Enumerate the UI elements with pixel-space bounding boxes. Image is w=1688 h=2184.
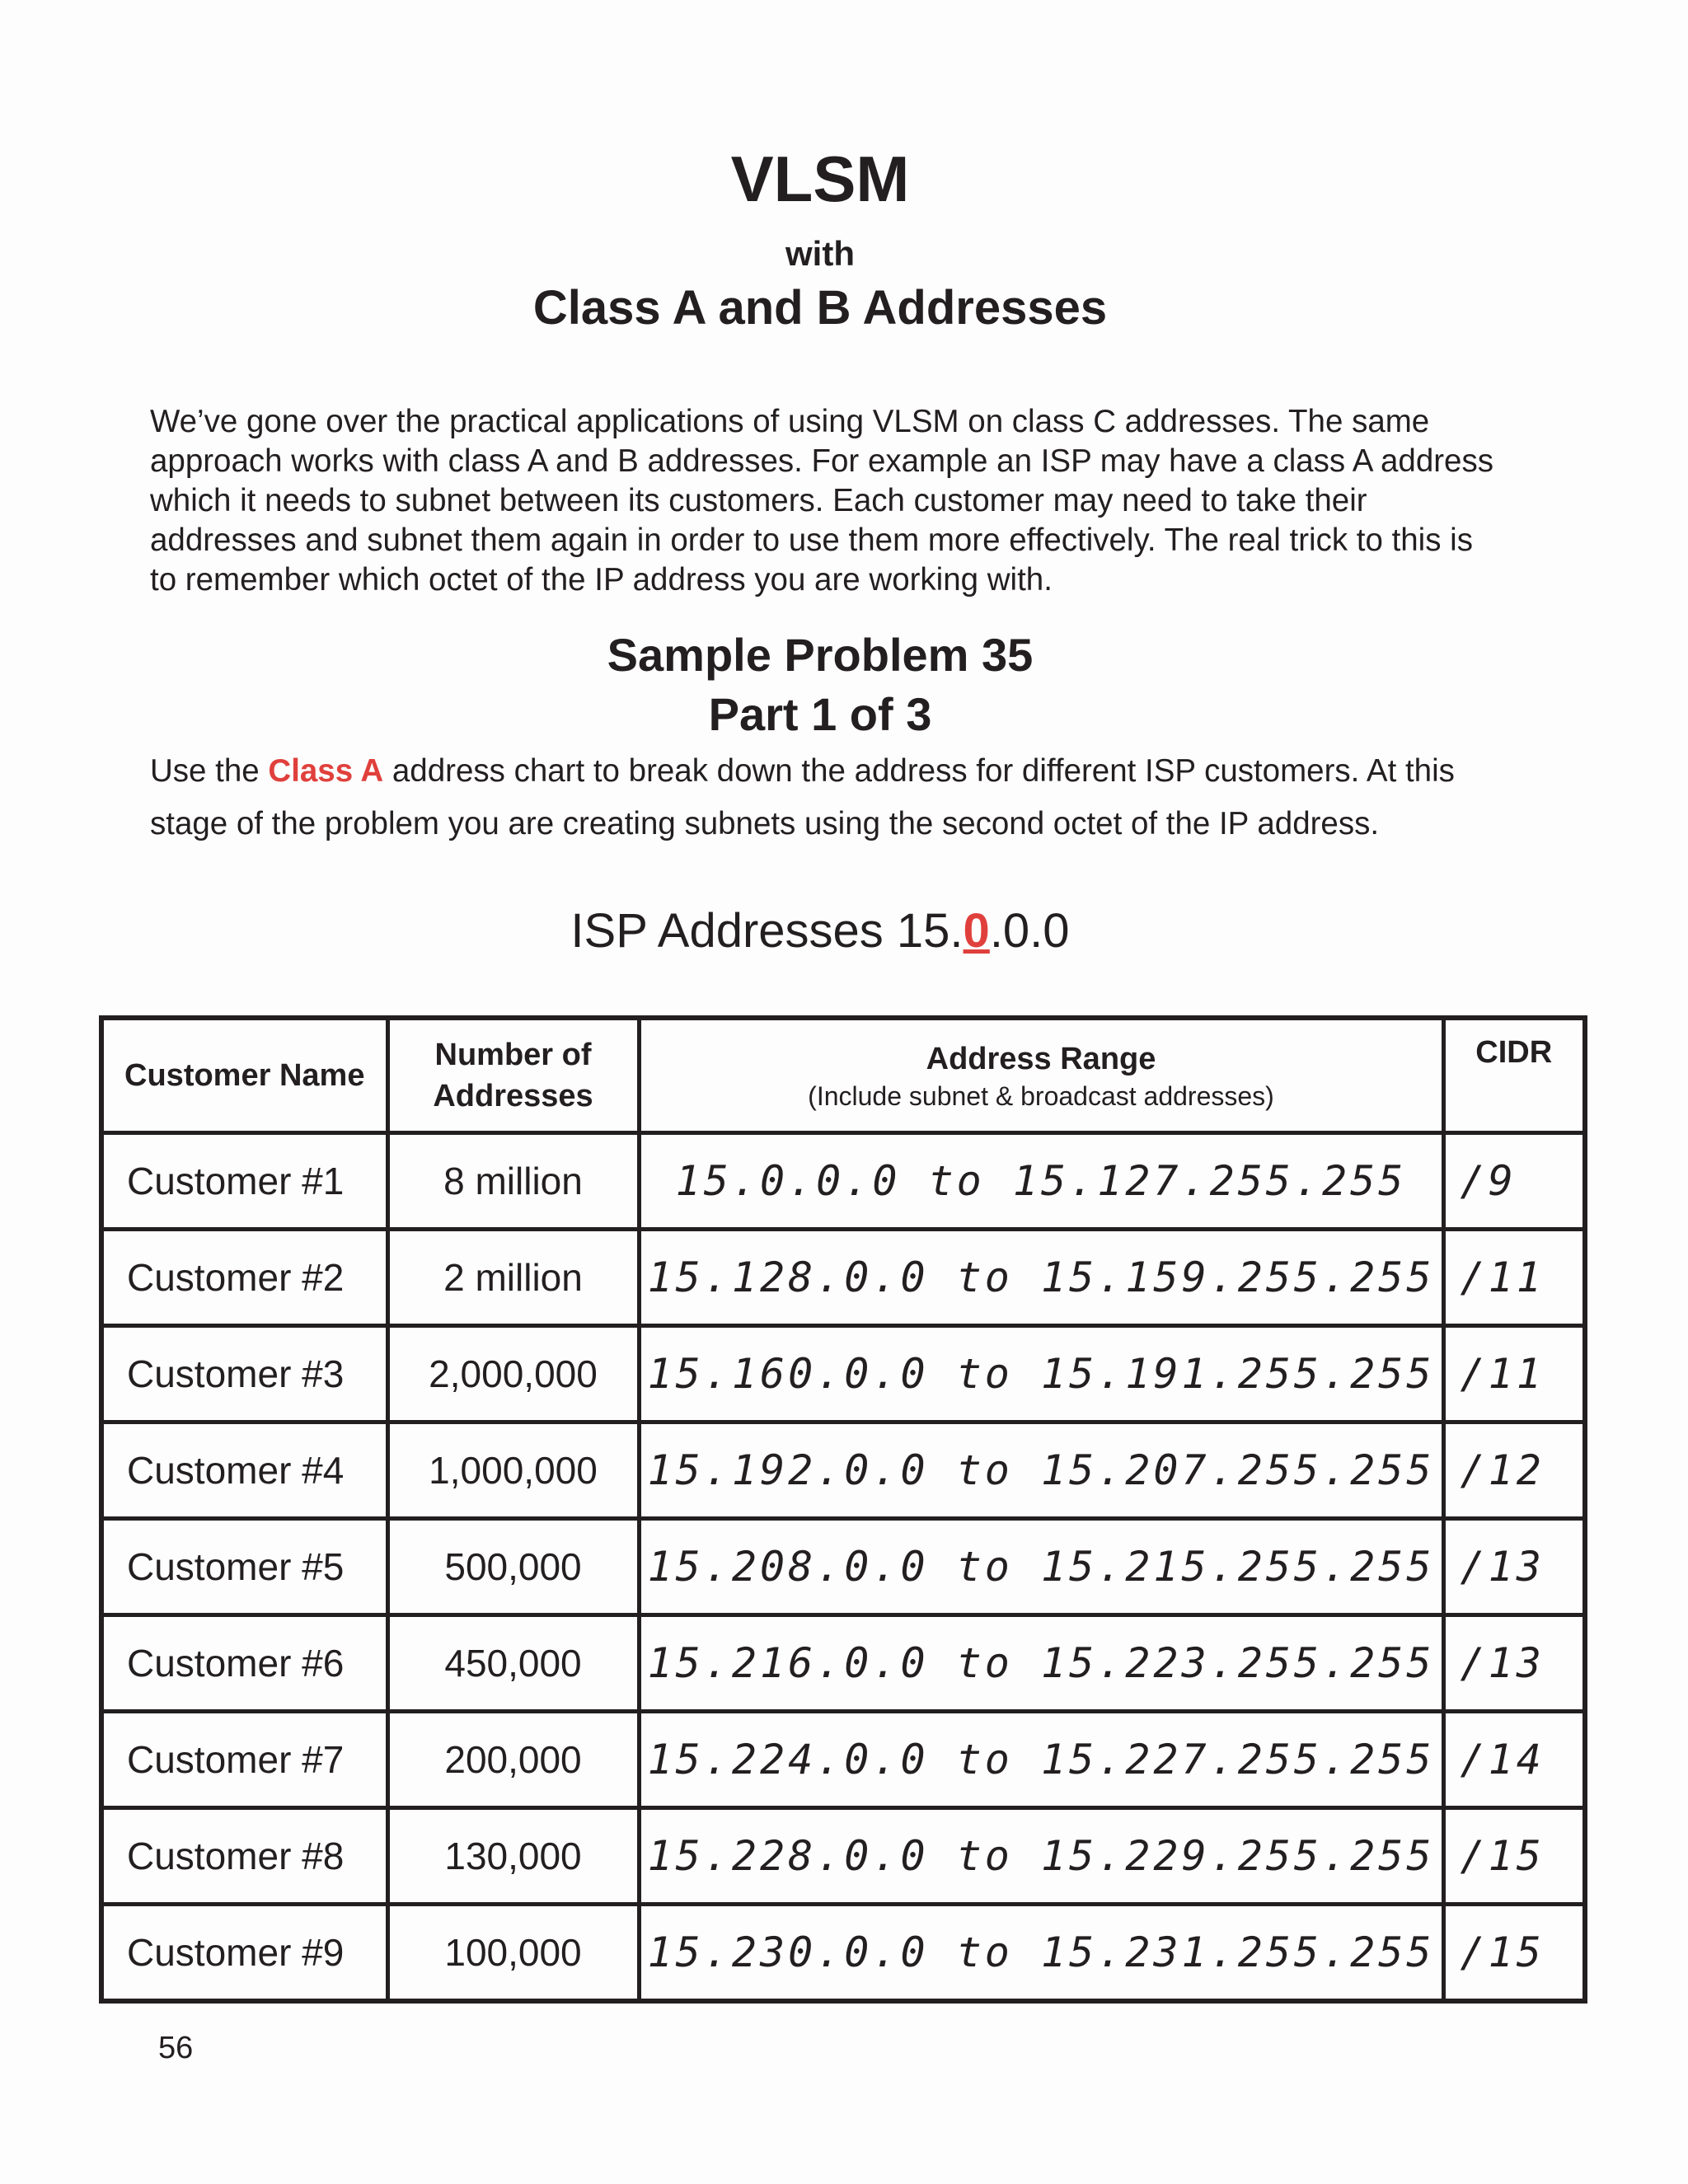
header-customer-name: Customer Name bbox=[101, 1018, 387, 1133]
address-count-cell: 8 million bbox=[387, 1133, 639, 1230]
problem-instructions bbox=[150, 745, 1502, 851]
address-range-cell: 15.160.0.0 to 15.191.255.255 bbox=[639, 1326, 1443, 1422]
table-header-row bbox=[101, 1018, 1585, 1133]
address-count-cell: 500,000 bbox=[387, 1519, 639, 1615]
customer-name-cell: Customer #4 bbox=[101, 1422, 387, 1519]
address-range-cell: 15.128.0.0 to 15.159.255.255 bbox=[639, 1230, 1443, 1326]
title-connector: with bbox=[785, 234, 855, 273]
cidr-cell: /12 bbox=[1443, 1422, 1585, 1519]
instructions-end: address chart to break down the address for different ISP customers. At this stage of the problem you are creating subnets using the second octet of the IP address. bbox=[150, 753, 1455, 841]
table-row bbox=[101, 1133, 1585, 1230]
cidr-cell: /11 bbox=[1443, 1326, 1585, 1422]
isp-highlight-octet: 0 bbox=[963, 904, 990, 958]
table-row bbox=[101, 1615, 1585, 1712]
isp-label: ISP Addresses 15. bbox=[570, 904, 964, 958]
address-count-cell: 1,000,000 bbox=[387, 1422, 639, 1519]
isp-address-heading bbox=[0, 903, 1640, 958]
table-body bbox=[101, 1133, 1585, 2002]
address-count-cell: 450,000 bbox=[387, 1615, 639, 1712]
cidr-cell: /15 bbox=[1443, 1905, 1585, 2002]
address-range-cell: 15.216.0.0 to 15.223.255.255 bbox=[639, 1615, 1443, 1712]
header-range-note: (Include subnet & broadcast addresses) bbox=[808, 1081, 1274, 1111]
intro-paragraph: We’ve gone over the practical applications of using VLSM on class C addresses. The same approach works with class A and B addresses. For example an ISP may have a class A address which it needs to subnet between its customers. Each customer may need to take their addresses and subnet them again in order to use them more effectively. The real trick to this is to remember which octet of the IP address you are working with. bbox=[150, 404, 1493, 598]
address-range-cell: 15.230.0.0 to 15.231.255.255 bbox=[639, 1905, 1443, 2002]
isp-rest: .0.0 bbox=[989, 904, 1070, 958]
cidr-cell: /11 bbox=[1443, 1230, 1585, 1326]
address-range-cell: 15.208.0.0 to 15.215.255.255 bbox=[639, 1519, 1443, 1615]
table-row bbox=[101, 1905, 1585, 2002]
address-range-cell: 15.0.0.0 to 15.127.255.255 bbox=[639, 1133, 1443, 1230]
page-subtitle: Class A and B Addresses bbox=[532, 281, 1108, 335]
customer-name-cell: Customer #9 bbox=[101, 1905, 387, 2002]
customer-name-cell: Customer #3 bbox=[101, 1326, 387, 1422]
customer-table bbox=[99, 1015, 1587, 2004]
page-title: VLSM bbox=[730, 143, 910, 215]
header-number-addresses: Number of Addresses bbox=[387, 1018, 639, 1133]
cidr-cell: /13 bbox=[1443, 1519, 1585, 1615]
instructions-start: Use the bbox=[150, 753, 269, 789]
problem-title: Sample Problem 35 bbox=[607, 629, 1034, 681]
address-range-cell: 15.192.0.0 to 15.207.255.255 bbox=[639, 1422, 1443, 1519]
customer-name-cell: Customer #8 bbox=[101, 1808, 387, 1905]
address-count-cell: 130,000 bbox=[387, 1808, 639, 1905]
table-row bbox=[101, 1712, 1585, 1808]
cidr-cell: /14 bbox=[1443, 1712, 1585, 1808]
cidr-cell: /13 bbox=[1443, 1615, 1585, 1712]
table-row bbox=[101, 1808, 1585, 1905]
address-count-cell: 2 million bbox=[387, 1230, 639, 1326]
page-number: 56 bbox=[158, 2031, 194, 2065]
customer-name-cell: Customer #6 bbox=[101, 1615, 387, 1712]
address-range-cell: 15.224.0.0 to 15.227.255.255 bbox=[639, 1712, 1443, 1808]
header-range-label: Address Range bbox=[926, 1042, 1156, 1076]
cidr-cell: /9 bbox=[1443, 1133, 1585, 1230]
address-range-cell: 15.228.0.0 to 15.229.255.255 bbox=[639, 1808, 1443, 1905]
class-a-highlight: Class A bbox=[268, 753, 384, 789]
table-row bbox=[101, 1422, 1585, 1519]
address-count-cell: 2,000,000 bbox=[387, 1326, 639, 1422]
header-address-range bbox=[639, 1018, 1443, 1133]
customer-name-cell: Customer #5 bbox=[101, 1519, 387, 1615]
customer-name-cell: Customer #7 bbox=[101, 1712, 387, 1808]
cidr-cell: /15 bbox=[1443, 1808, 1585, 1905]
address-count-cell: 200,000 bbox=[387, 1712, 639, 1808]
address-count-cell: 100,000 bbox=[387, 1905, 639, 2002]
table-row bbox=[101, 1230, 1585, 1326]
table-row bbox=[101, 1519, 1585, 1615]
customer-name-cell: Customer #2 bbox=[101, 1230, 387, 1326]
problem-part: Part 1 of 3 bbox=[708, 688, 932, 740]
header-cidr: CIDR bbox=[1443, 1018, 1585, 1133]
table-row bbox=[101, 1326, 1585, 1422]
customer-name-cell: Customer #1 bbox=[101, 1133, 387, 1230]
